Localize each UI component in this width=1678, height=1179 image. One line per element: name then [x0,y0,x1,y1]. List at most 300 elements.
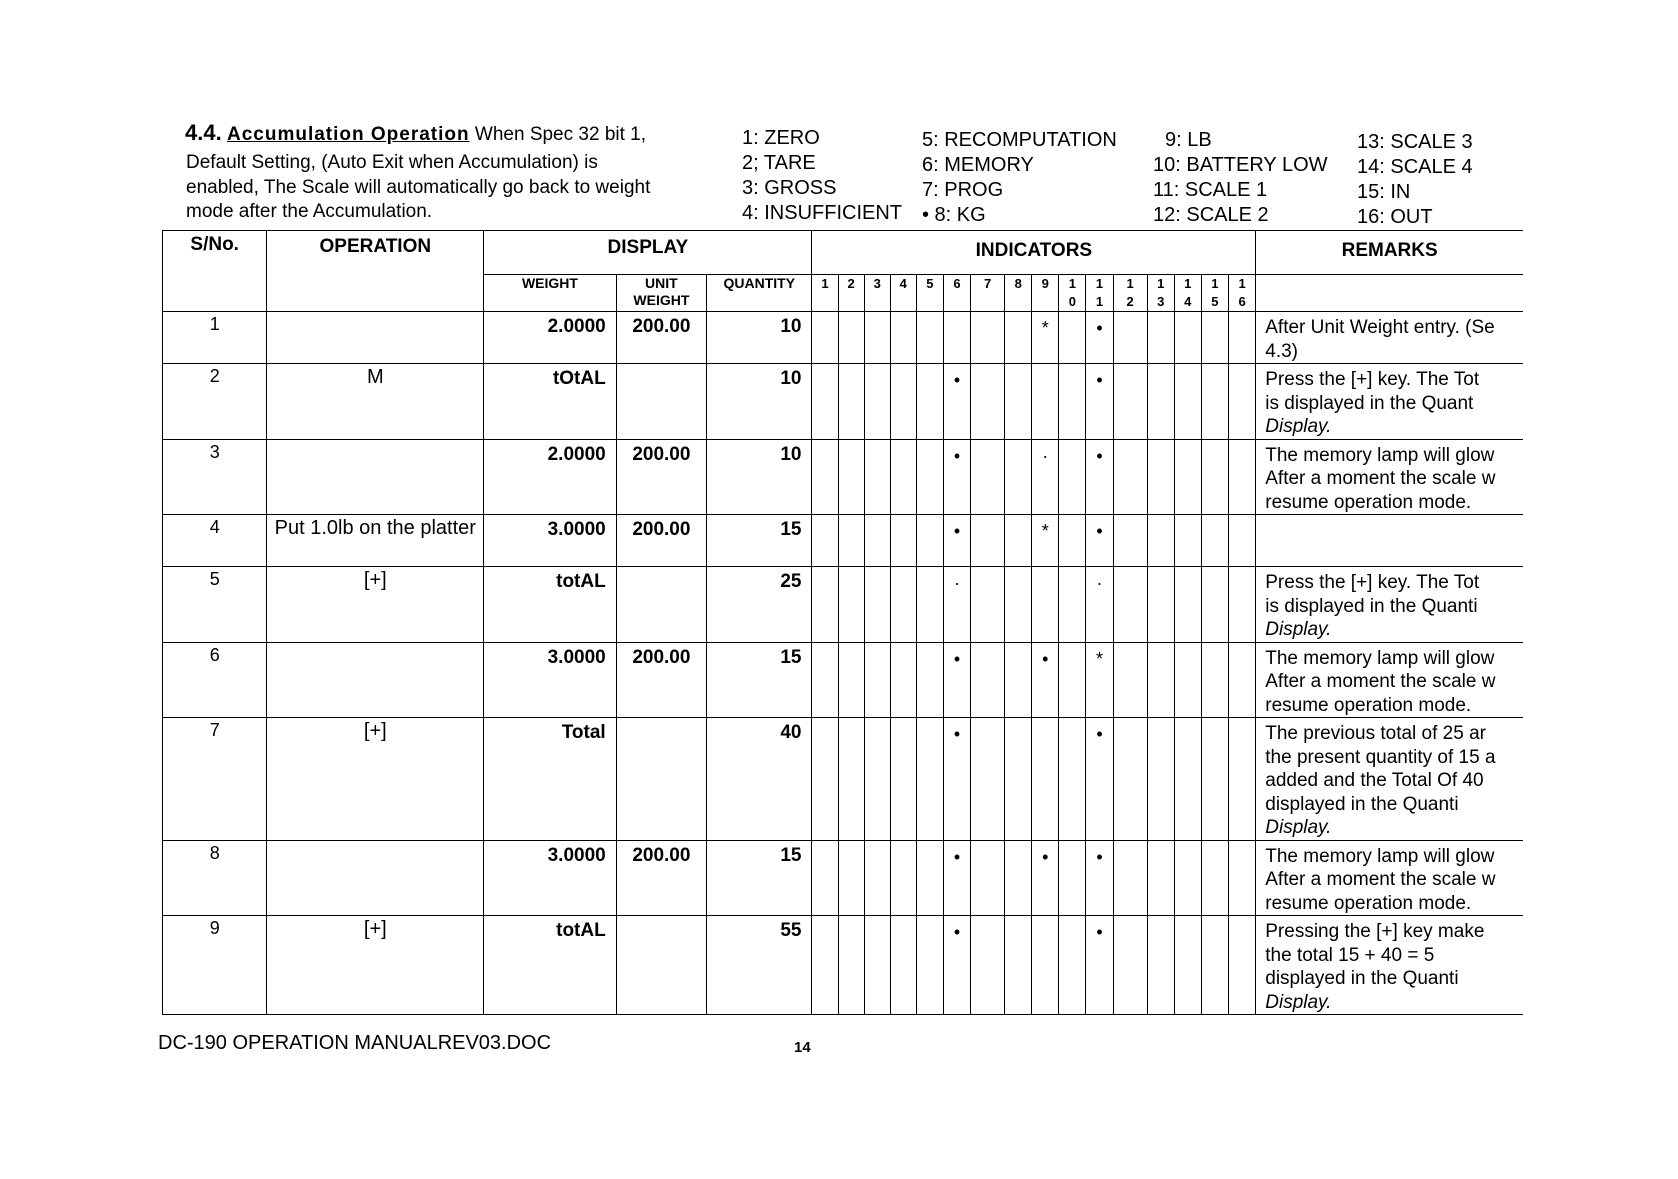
row-operation: [+] [267,567,484,643]
indicator-number-11 [1086,275,1113,312]
remark-line: is displayed in the Quant [1265,392,1474,414]
row-operation: Put 1.0lb on the platter [267,515,484,567]
remark-line: resume operation mode. [1265,491,1472,513]
table-row [163,718,1524,841]
row-quantity: 10 [707,312,812,364]
row-unit-weight: 200.00 [616,515,706,567]
remark-line: Press the [+] key. The Tot [1265,572,1480,593]
indicator-cell-11: • [1086,515,1113,567]
indicator-cell-12 [1113,439,1147,515]
indicator-cell-10 [1059,642,1086,718]
table-row [163,840,1524,916]
row-remarks [1256,840,1523,916]
indicator-cell-9: * [1032,515,1059,567]
indicator-cell-5 [916,515,943,567]
legend-item: 14: SCALE 4 [1357,156,1473,178]
indicator-cell-4 [890,567,916,643]
row-unit-weight [616,718,706,841]
legend-item: 4: INSUFFICIENT [742,202,903,224]
row-remarks [1256,718,1523,841]
legend-item: 1: ZERO [742,127,820,149]
indicator-number-5 [916,275,943,312]
row-weight: 3.0000 [484,642,617,718]
indicator-cell-5 [916,840,943,916]
indicator-number-digit: 5 [926,276,934,291]
section-intro-line: enabled, The Scale will automatically go back to weight [186,177,651,198]
indicator-cell-8 [1005,642,1032,718]
indicator-cell-4 [890,840,916,916]
header-weight: WEIGHT [484,275,617,312]
legend-item: 2; TARE [742,152,816,174]
row-sno: 9 [163,916,267,1015]
row-remarks [1256,312,1523,364]
row-quantity: 25 [707,567,812,643]
remark-line: Display. [1265,416,1332,437]
indicator-cell-4 [890,312,916,364]
indicator-cell-16 [1228,515,1255,567]
indicator-cell-13 [1147,642,1174,718]
indicator-cell-9 [1032,718,1059,841]
remark-line: the present quantity of 15 a [1265,746,1496,768]
row-operation: [+] [267,718,484,841]
section-number: 4.4. [185,120,222,145]
row-operation [267,312,484,364]
indicator-number-digit: 4 [1184,294,1192,309]
remark-line: After a moment the scale w [1265,468,1496,489]
indicator-cell-5 [916,567,943,643]
indicator-number-12 [1113,275,1147,312]
section-intro-line: When Spec 32 bit 1, [474,124,647,145]
row-unit-weight [616,364,706,440]
row-sno: 7 [163,718,267,841]
indicator-cell-3 [864,840,890,916]
indicator-cell-1 [812,642,838,718]
indicator-cell-14 [1174,567,1201,643]
row-weight: totAL [484,567,617,643]
indicator-cell-4 [890,515,916,567]
indicator-cell-13 [1147,312,1174,364]
indicator-cell-12 [1113,642,1147,718]
row-weight: 2.0000 [484,312,617,364]
legend-item: 11: SCALE 1 [1153,179,1268,201]
indicator-cell-12 [1113,916,1147,1015]
row-quantity: 15 [707,515,812,567]
indicator-cell-16 [1228,312,1255,364]
row-sno: 4 [163,515,267,567]
indicator-cell-11: • [1086,439,1113,515]
row-sno: 6 [163,642,267,718]
indicator-number-digit: 6 [953,276,961,291]
header-unit-weight-line: UNIT [645,275,678,291]
row-remarks [1256,364,1523,440]
indicator-cell-7 [971,567,1005,643]
indicator-cell-10 [1059,515,1086,567]
indicator-cell-11: • [1086,364,1113,440]
indicator-number-digit: 1 [1184,276,1192,291]
remark-line: the total 15 + 40 = 5 [1265,944,1435,966]
row-weight: 3.0000 [484,840,617,916]
indicator-number-digit: 1 [1238,276,1246,291]
indicator-cell-15 [1201,439,1228,515]
indicator-number-15 [1201,275,1228,312]
indicator-cell-12 [1113,718,1147,841]
indicator-cell-7 [971,642,1005,718]
legend-item: 12: SCALE 2 [1153,204,1269,226]
indicator-cell-4 [890,439,916,515]
indicator-cell-3 [864,515,890,567]
indicator-cell-15 [1201,642,1228,718]
indicator-cell-10 [1059,364,1086,440]
remark-line: Display. [1265,991,1332,1013]
remark-line: The memory lamp will glow [1265,845,1495,867]
header-operation: OPERATION [267,231,484,312]
remark-line: is displayed in the Quanti [1265,595,1478,617]
legend-column-1 [742,126,902,226]
indicator-number-14 [1174,275,1201,312]
legend-item: 13: SCALE 3 [1357,131,1473,153]
indicator-cell-1 [812,439,838,515]
indicator-cell-1 [812,364,838,440]
indicator-cell-2 [838,312,864,364]
indicator-cell-15 [1201,364,1228,440]
indicator-cell-1 [812,840,838,916]
row-unit-weight: 200.00 [616,439,706,515]
remark-line: After a moment the scale w [1265,869,1496,890]
indicator-cell-15 [1201,916,1228,1015]
indicator-cell-7 [971,916,1005,1015]
indicator-number-digit: 1 [1157,276,1165,291]
indicator-cell-11: • [1086,840,1113,916]
indicator-cell-6: • [943,364,970,440]
legend-item: 5: RECOMPUTATION [922,129,1117,151]
indicator-cell-15 [1201,312,1228,364]
indicator-cell-11: · [1086,567,1113,643]
indicator-number-digit: 1 [1126,276,1134,291]
row-quantity: 15 [707,840,812,916]
legend-item: 6: MEMORY [922,154,1034,176]
indicator-cell-16 [1228,718,1255,841]
legend-item: 16: OUT [1357,206,1433,228]
indicator-cell-7 [971,840,1005,916]
indicator-cell-10 [1059,840,1086,916]
indicator-cell-9: * [1032,312,1059,364]
row-operation [267,642,484,718]
section-title: Accumulation Operation [226,124,470,145]
indicator-cell-6: • [943,439,970,515]
indicator-cell-3 [864,916,890,1015]
indicator-cell-1 [812,312,838,364]
indicator-cell-7 [971,312,1005,364]
indicator-cell-14 [1174,364,1201,440]
row-remarks [1256,916,1523,1015]
indicator-number-digit: 1 [1095,276,1104,291]
row-unit-weight [616,916,706,1015]
indicator-cell-6: • [943,840,970,916]
legend-item: 9: LB [1165,129,1212,151]
indicator-cell-4 [890,718,916,841]
indicator-cell-14 [1174,916,1201,1015]
indicator-number-16 [1228,275,1255,312]
indicator-cell-13 [1147,567,1174,643]
legend-item: • 8: KG [922,204,986,226]
indicator-cell-10 [1059,567,1086,643]
indicator-cell-10 [1059,916,1086,1015]
indicator-cell-16 [1228,364,1255,440]
indicator-cell-2 [838,916,864,1015]
row-sno: 1 [163,312,267,364]
row-remarks [1256,642,1523,718]
header-quantity: QUANTITY [707,275,812,312]
legend-item: 7: PROG [922,179,1004,201]
indicator-number-2 [838,275,864,312]
indicator-cell-14 [1174,840,1201,916]
indicator-cell-15 [1201,567,1228,643]
remark-line: displayed in the Quanti [1265,793,1459,815]
indicator-number-digit: 4 [899,276,907,291]
row-operation: [+] [267,916,484,1015]
legend-column-2 [922,128,1117,228]
row-unit-weight: 200.00 [616,642,706,718]
indicator-cell-14 [1174,515,1201,567]
indicator-number-3 [864,275,890,312]
remark-line: Display. [1265,817,1332,838]
table-row [163,916,1524,1015]
remark-line: Pressing the [+] key make [1265,921,1485,942]
footer-doc-name: DC-190 OPERATION MANUALREV03.DOC [158,1032,552,1054]
legend-item: 3: GROSS [742,177,837,199]
indicator-cell-16 [1228,642,1255,718]
indicator-cell-5 [916,916,943,1015]
indicator-cell-3 [864,567,890,643]
indicator-cell-15 [1201,840,1228,916]
indicator-cell-15 [1201,515,1228,567]
remark-line: displayed in the Quanti [1265,968,1459,989]
indicator-cell-12 [1113,515,1147,567]
legend-item: 15: IN [1357,181,1411,203]
indicator-number-digit: 1 [821,276,829,291]
header-sno: S/No. [163,231,267,312]
indicator-cell-7 [971,364,1005,440]
remark-line: Display. [1265,619,1332,640]
row-weight: 3.0000 [484,515,617,567]
remark-line: 4.3) [1265,340,1298,362]
indicator-cell-7 [971,439,1005,515]
indicator-cell-6: · [943,567,970,643]
indicator-cell-9: · [1032,439,1059,515]
indicator-cell-10 [1059,312,1086,364]
table-row [163,515,1524,567]
indicator-cell-2 [838,515,864,567]
remark-line: resume operation mode. [1265,694,1472,716]
row-sno: 5 [163,567,267,643]
indicator-number-digit: 2 [847,276,855,291]
indicator-cell-5 [916,439,943,515]
indicator-cell-5 [916,312,943,364]
indicator-cell-12 [1113,364,1147,440]
header-indicators: INDICATORS [812,231,1256,275]
table-row [163,439,1524,515]
indicator-cell-9: • [1032,840,1059,916]
row-remarks [1256,567,1523,643]
indicator-cell-6: • [943,718,970,841]
indicator-cell-2 [838,567,864,643]
header-remarks-sub [1256,275,1523,312]
indicator-cell-5 [916,642,943,718]
indicator-cell-11: • [1086,916,1113,1015]
indicator-cell-12 [1113,312,1147,364]
indicator-cell-7 [971,515,1005,567]
indicator-cell-8 [1005,916,1032,1015]
remark-line: resume operation mode. [1265,892,1472,914]
indicator-cell-6 [943,312,970,364]
indicator-cell-2 [838,364,864,440]
indicator-cell-1 [812,567,838,643]
page-number: 14 [794,1039,811,1056]
remark-line: After a moment the scale w [1265,671,1496,692]
indicator-number-4 [890,275,916,312]
indicator-cell-16 [1228,439,1255,515]
indicator-number-digit: 3 [873,276,881,291]
indicator-cell-14 [1174,718,1201,841]
indicator-number-1 [812,275,838,312]
remark-line: The memory lamp will glow [1265,647,1495,669]
row-sno: 2 [163,364,267,440]
indicator-number-digit: 1 [1095,294,1104,309]
indicator-cell-8 [1005,364,1032,440]
indicator-cell-13 [1147,718,1174,841]
section-heading [185,120,646,147]
indicator-cell-2 [838,642,864,718]
row-operation [267,840,484,916]
indicator-number-digit: 5 [1211,294,1219,309]
indicator-cell-6: • [943,515,970,567]
row-unit-weight: 200.00 [616,840,706,916]
indicator-cell-9 [1032,916,1059,1015]
indicator-cell-8 [1005,718,1032,841]
indicator-cell-16 [1228,840,1255,916]
indicator-cell-3 [864,718,890,841]
indicator-number-digit: 3 [1157,294,1165,309]
indicator-number-digit: 0 [1068,294,1076,309]
legend-column-4 [1357,130,1473,230]
indicator-cell-12 [1113,840,1147,916]
table-row [163,567,1524,643]
indicator-number-9 [1032,275,1059,312]
table-row [163,364,1524,440]
indicator-number-digit: 9 [1041,276,1049,291]
row-weight: tOtAL [484,364,617,440]
row-unit-weight [616,567,706,643]
accumulation-table [162,230,1523,1015]
indicator-cell-3 [864,364,890,440]
indicator-cell-3 [864,312,890,364]
indicator-cell-10 [1059,439,1086,515]
row-weight: Total [484,718,617,841]
indicator-cell-6: • [943,642,970,718]
table-row [163,312,1524,364]
header-unit-weight-line: WEIGHT [633,292,690,308]
section-intro-line: mode after the Accumulation. [186,201,433,222]
indicator-cell-12 [1113,567,1147,643]
indicator-cell-11: • [1086,718,1113,841]
indicator-cell-16 [1228,567,1255,643]
header-unit-weight [616,275,706,312]
indicator-cell-4 [890,364,916,440]
row-quantity: 10 [707,439,812,515]
indicator-number-10 [1059,275,1086,312]
indicator-cell-14 [1174,439,1201,515]
indicator-cell-10 [1059,718,1086,841]
indicator-cell-8 [1005,567,1032,643]
row-sno: 3 [163,439,267,515]
indicator-number-6 [943,275,970,312]
indicator-number-digit: 7 [983,276,992,291]
indicator-cell-9 [1032,364,1059,440]
indicator-cell-2 [838,439,864,515]
indicator-cell-4 [890,642,916,718]
indicator-number-13 [1147,275,1174,312]
row-weight: 2.0000 [484,439,617,515]
indicator-cell-8 [1005,439,1032,515]
indicator-number-digit: 8 [1014,276,1022,291]
indicator-cell-16 [1228,916,1255,1015]
indicator-number-digit: 6 [1238,294,1246,309]
indicator-number-digit: 2 [1126,294,1134,309]
indicator-cell-5 [916,364,943,440]
indicator-cell-8 [1005,312,1032,364]
row-quantity: 55 [707,916,812,1015]
indicator-cell-9: • [1032,642,1059,718]
indicator-cell-5 [916,718,943,841]
remark-line: added and the Total Of 40 [1265,770,1484,791]
row-remarks [1256,439,1523,515]
indicator-cell-1 [812,916,838,1015]
indicator-cell-14 [1174,312,1201,364]
indicator-cell-15 [1201,718,1228,841]
row-operation: M [267,364,484,440]
indicator-number-digit: 1 [1211,276,1219,291]
section-intro-line: Default Setting, (Auto Exit when Accumulation) is [186,152,598,173]
table-row [163,642,1524,718]
indicator-cell-8 [1005,515,1032,567]
indicator-cell-13 [1147,916,1174,1015]
header-display: DISPLAY [484,231,812,275]
indicator-cell-4 [890,916,916,1015]
indicator-number-8 [1005,275,1032,312]
indicator-cell-2 [838,718,864,841]
indicator-cell-6: • [943,916,970,1015]
indicator-cell-9 [1032,567,1059,643]
row-quantity: 10 [707,364,812,440]
indicator-cell-7 [971,718,1005,841]
indicator-cell-11: * [1086,642,1113,718]
indicator-cell-3 [864,642,890,718]
indicator-number-7 [971,275,1005,312]
row-quantity: 15 [707,642,812,718]
indicator-cell-13 [1147,840,1174,916]
indicator-cell-11: • [1086,312,1113,364]
remark-line: The previous total of 25 ar [1265,723,1486,744]
indicator-cell-1 [812,515,838,567]
indicator-cell-14 [1174,642,1201,718]
indicator-cell-13 [1147,364,1174,440]
indicator-cell-13 [1147,439,1174,515]
remark-line: The memory lamp will glow [1265,444,1495,466]
row-remarks [1256,515,1523,567]
row-weight: totAL [484,916,617,1015]
indicator-cell-13 [1147,515,1174,567]
row-sno: 8 [163,840,267,916]
